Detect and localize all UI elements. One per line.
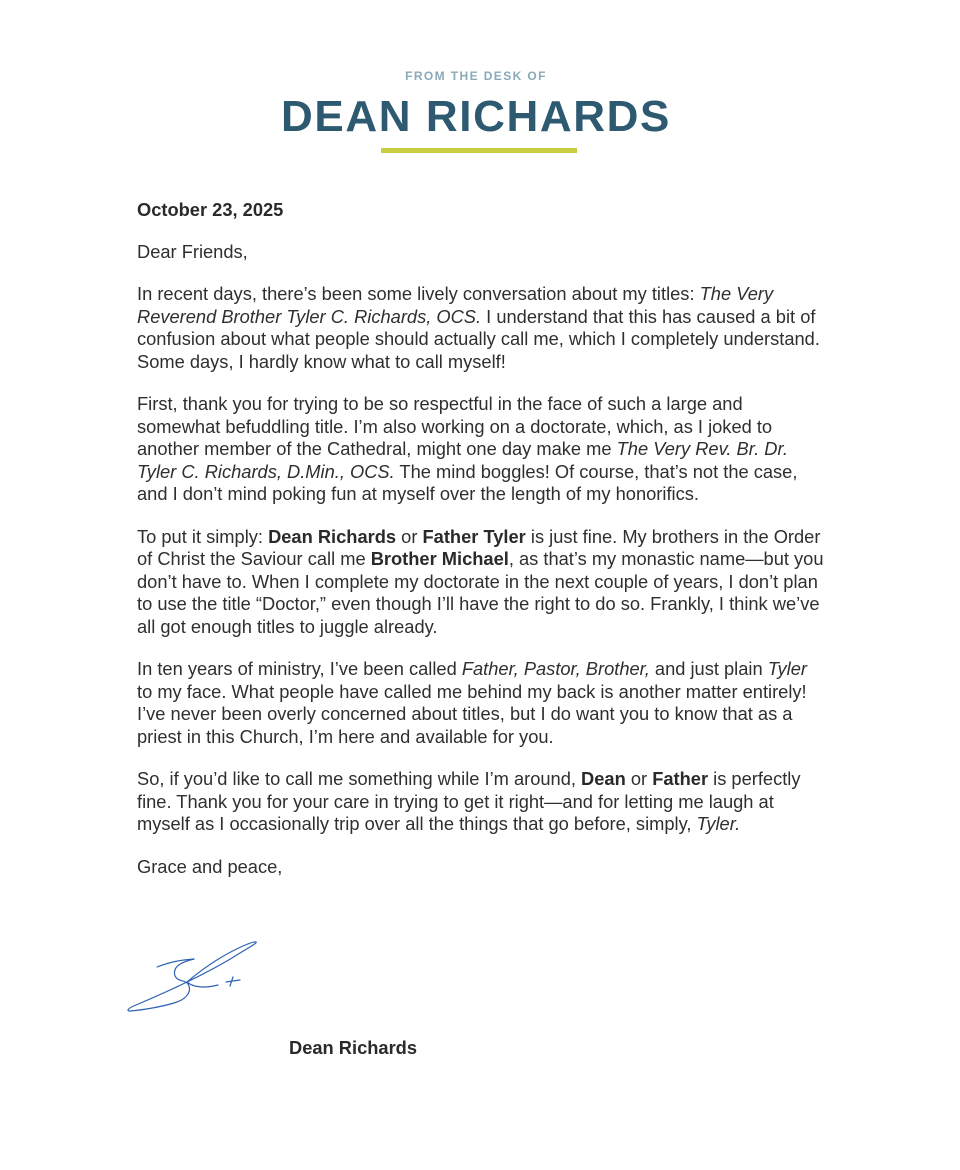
text: , as that’s my monastic name—but you don’t have to. When I complete my doctorate in the next couple of years, I don’t plan to use the title “Doctor,” even though I’ll have the right to do so. Frankly, I think we’ve all got enough titles to juggle already. bbox=[137, 548, 824, 637]
letter-body bbox=[137, 199, 827, 898]
text: or bbox=[396, 525, 423, 547]
first-name: Tyler. bbox=[696, 813, 741, 834]
paragraph-3 bbox=[137, 526, 827, 639]
text: or bbox=[625, 768, 653, 789]
formal-title: The Very Reverend Brother Tyler C. Richards, OCS. bbox=[137, 283, 774, 327]
letter-date: October 23, 2025 bbox=[137, 199, 284, 220]
letterhead-name: DEAN RICHARDS bbox=[281, 92, 671, 141]
accent-divider bbox=[381, 148, 577, 153]
preferred-name: Father Tyler bbox=[422, 525, 526, 547]
signature-icon bbox=[122, 936, 267, 1016]
text: So, if you’d like to call me something while I’m around, bbox=[137, 768, 582, 789]
future-title: The Very Rev. Br. Dr. Tyler C. Richards, D.Min., OCS. bbox=[137, 438, 788, 482]
text: I understand that this has caused a bit of confusion about what people should actually call me, which I completely understand. Some days, I hardly know what to call myself! bbox=[137, 305, 820, 372]
text: and just plain bbox=[649, 658, 768, 679]
preferred-name: Dean bbox=[581, 768, 626, 789]
text: First, thank you for trying to be so respectful in the face of such a large and somewhat befuddling title. I’m also working on a doctorate, which, as I joked to another member of the Cathedral, might one day make me bbox=[137, 393, 773, 459]
paragraph-4 bbox=[137, 658, 827, 748]
text: The mind boggles! Of course, that’s not the case, and I don’t mind poking fun at myself over the length of my honorifics. bbox=[137, 460, 798, 504]
paragraph-5 bbox=[137, 768, 827, 836]
preferred-name: Father bbox=[652, 768, 709, 789]
first-name: Tyler bbox=[767, 658, 808, 679]
text: To put it simply: bbox=[137, 525, 269, 547]
letterhead-eyebrow: FROM THE DESK OF bbox=[405, 69, 547, 83]
text: is perfectly fine. Thank you for your care in trying to get it right—and for letting me laugh at myself as I occasionally trip over all the things that go before, simply, bbox=[137, 768, 801, 834]
text: to my face. What people have called me behind my back is another matter entirely! I’ve never been overly concerned about titles, but I do want you to know that as a priest in this Church, I’m here and available for you. bbox=[137, 680, 807, 747]
signer-name: Dean Richards bbox=[289, 1037, 418, 1058]
text: In recent days, there’s been some lively conversation about my titles: bbox=[137, 283, 700, 304]
paragraph-2 bbox=[137, 393, 827, 506]
salutation: Dear Friends, bbox=[137, 240, 248, 262]
titles-list: Father, Pastor, Brother, bbox=[461, 658, 650, 679]
text: In ten years of ministry, I’ve been called bbox=[137, 658, 462, 679]
closing: Grace and peace, bbox=[137, 855, 283, 877]
monastic-name: Brother Michael bbox=[370, 548, 509, 569]
preferred-name: Dean Richards bbox=[268, 525, 397, 547]
text: is just fine. My brothers in the Order of Christ the Saviour call me bbox=[137, 525, 821, 569]
paragraph-1 bbox=[137, 283, 827, 373]
